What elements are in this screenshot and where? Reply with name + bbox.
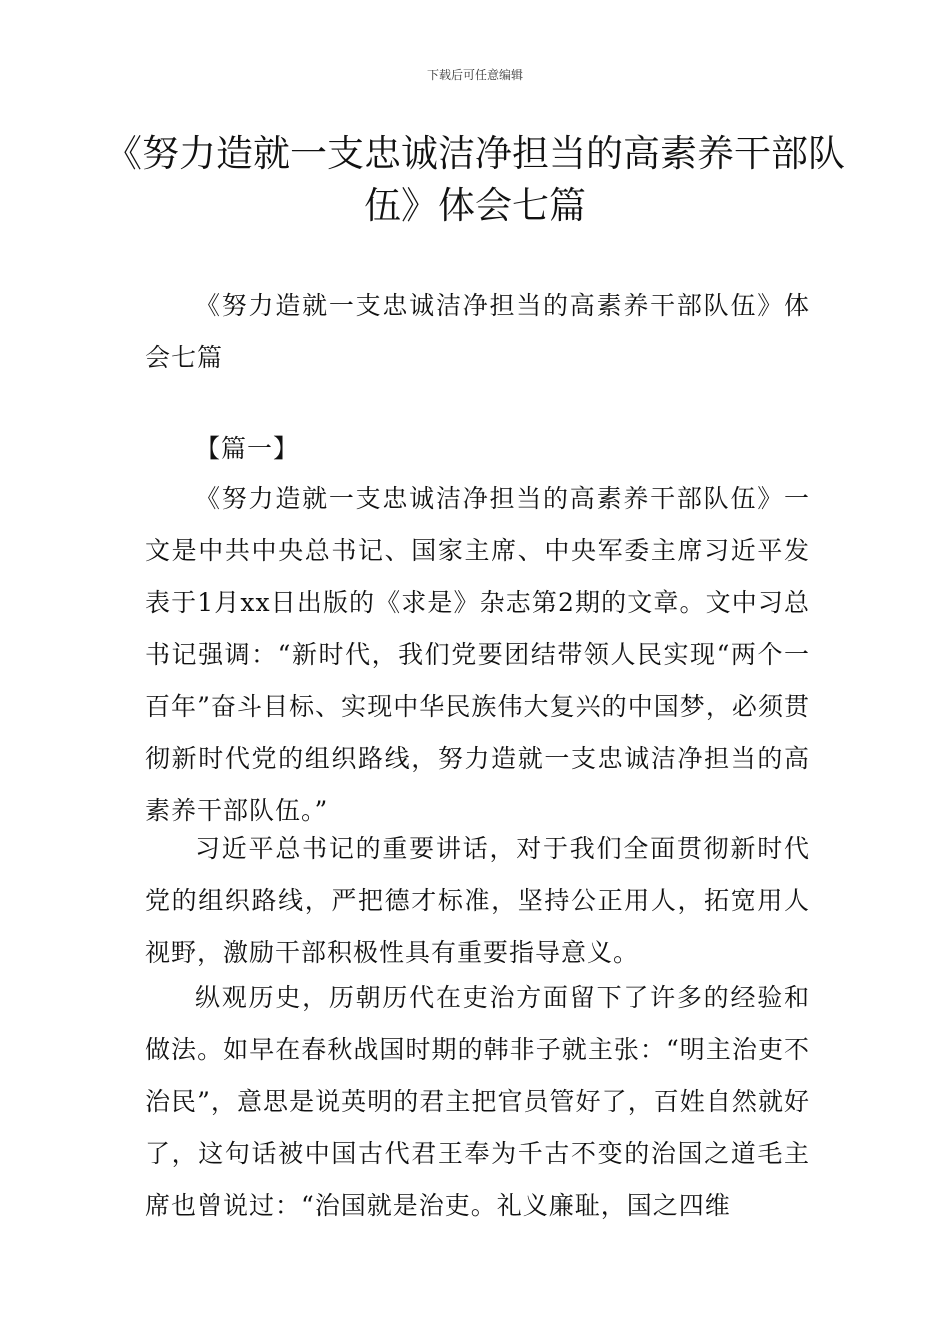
- paragraph: 《努力造就一支忠诚洁净担当的高素养干部队伍》一文是中共中央总书记、国家主席、中央军委主席习近平发表于1月xx日出版的《求是》杂志第2期的文章。文中习总书记强调：“新时代，我们党要团结带领人民实现“两个一百年”奋斗目标、实现中华民族伟大复兴的中国梦，必须贯彻新时代党的组织路线，努力造就一支忠诚洁净担当的高素养干部队伍。”: [145, 484, 810, 825]
- paragraph: 习近平总书记的重要讲话，对于我们全面贯彻新时代党的组织路线，严把德才标准，坚持公正用人，拓宽用人视野，激励干部积极性具有重要指导意义。: [145, 834, 810, 967]
- section-heading: 【篇一】: [195, 434, 300, 463]
- header-note: 下载后可任意编辑: [426, 68, 523, 82]
- paragraph: 纵观历史，历朝历代在吏治方面留下了许多的经验和做法。如早在春秋战国时期的韩非子就主张：“明主治吏不治民”，意思是说英明的君主把官员管好了，百姓自然就好了，这句话被中国古代君王奉为千古不变的治国之道毛主席也曾说过：“治国就是治吏。礼义廉耻，国之四维: [145, 983, 810, 1220]
- document-title: 《努力造就一支忠诚洁净担当的高素养干部队伍》体会七篇: [105, 132, 845, 227]
- document-subtitle: 《努力造就一支忠诚洁净担当的高素养干部队伍》体会七篇: [145, 291, 810, 372]
